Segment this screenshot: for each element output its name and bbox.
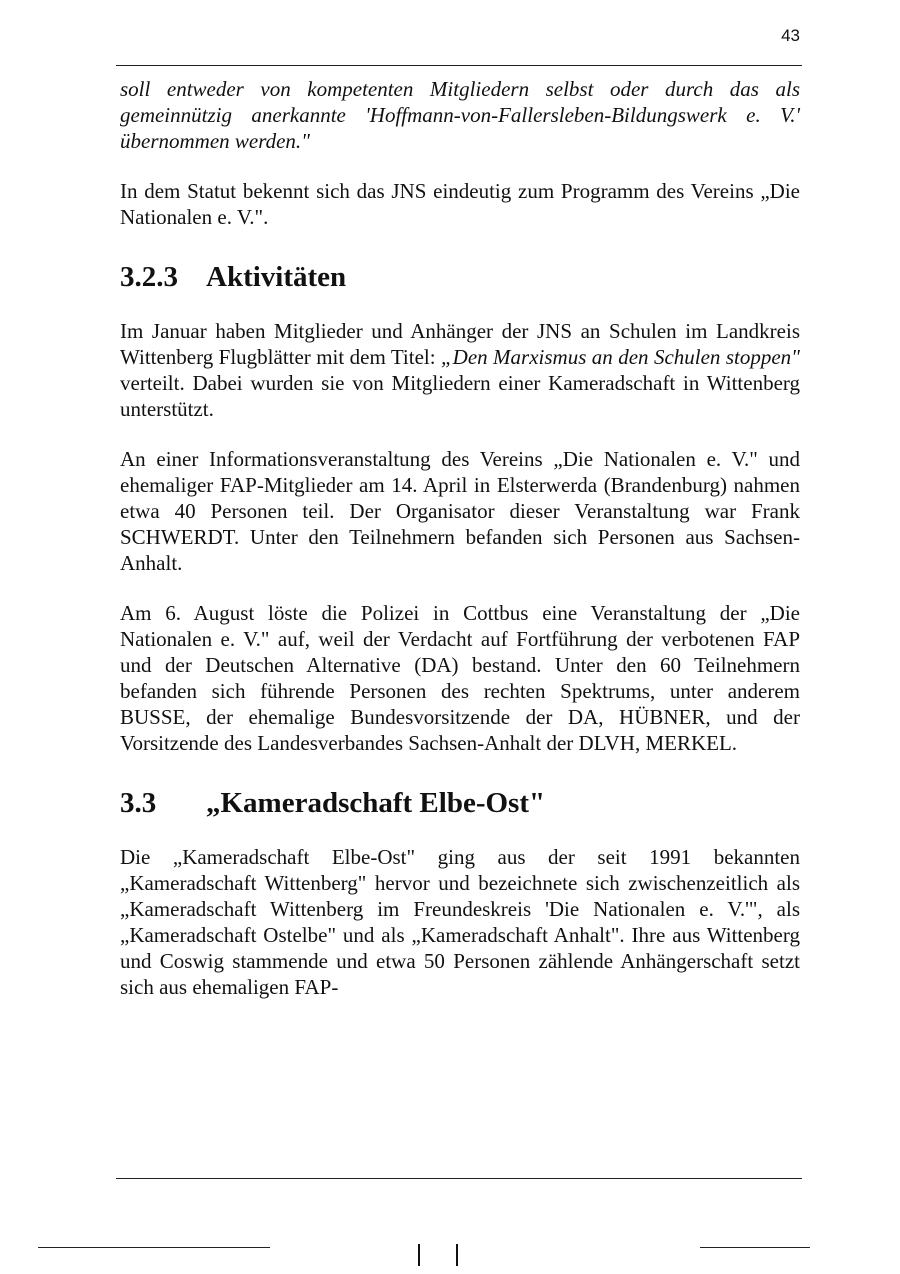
section-heading-kameradschaft xyxy=(120,786,800,820)
quote-paragraph: soll entweder von kompetenten Mitgliedern selbst oder durch das als gemeinnützig anerkannte 'Hoffmann-von-Fallersleben-Bildungswerk e. V.' übernommen werden." xyxy=(120,77,800,153)
statut-paragraph: In dem Statut bekennt sich das JNS eindeutig zum Programm des Vereins „Die Nationalen e. V.". xyxy=(120,179,800,229)
page-number: 43 xyxy=(781,26,800,45)
scan-edge-line-left xyxy=(38,1247,270,1248)
info-event-paragraph: An einer Informationsveranstaltung des Vereins „Die Nationalen e. V." und ehemaliger FAP-Mitglieder am 14. April in Elsterwerda (Brandenburg) nahmen etwa 40 Personen teil. Der Organisator dieser Veranstaltung war Frank SCHWERDT. Unter den Teilnehmern befanden sich Personen aus Sachsen-Anhalt. xyxy=(120,447,800,575)
januar-paragraph xyxy=(120,318,800,422)
elbe-ost-paragraph: Die „Kameradschaft Elbe-Ost" ging aus der seit 1991 bekannten „Kameradschaft Wittenberg" hervor und bezeichnete sich zwischenzeitlich als „Kameradschaft Wittenberg im Freundeskreis 'Die Nationalen e. V.'", als „Kameradschaft Ostelbe" und als „Kameradschaft Anhalt". Ihre aus Wittenberg und Coswig stammende und etwa 50 Personen zählende Anhängerschaft setzt sich aus ehemaligen FAP- xyxy=(120,845,800,999)
section-title: Aktivitäten xyxy=(206,261,347,293)
section-number: 3.3 xyxy=(120,787,157,819)
januar-text-end: verteilt. Dabei wurden sie von Mitgliedern einer Kameradschaft in Wittenberg unterstützt. xyxy=(120,371,800,421)
section-heading-aktivitaeten xyxy=(120,260,800,294)
scan-edge-line-right xyxy=(700,1247,810,1248)
scan-mark xyxy=(418,1244,420,1266)
august-paragraph: Am 6. August löste die Polizei in Cottbus eine Veranstaltung der „Die Nationalen e. V." auf, weil der Verdacht auf Fortführung der verbotenen FAP und der Deutschen Alternative (DA) bestand. Unter den 60 Teilnehmern befanden sich führende Personen des rechten Spektrums, unter anderem BUSSE, der ehemalige Bundesvorsitzende der DA, HÜBNER, und der Vorsitzende des Landesverbandes Sachsen-Anhalt der DLVH, MERKEL. xyxy=(120,601,800,755)
januar-text-start: Im Januar haben Mitglieder und Anhänger der JNS an Schulen im Landkreis Wittenberg Flugblätter mit dem Titel: xyxy=(120,319,800,369)
flyer-title: „Den Marxismus an den Schulen stoppen" xyxy=(440,345,800,369)
header-rule xyxy=(116,65,802,66)
footer-rule xyxy=(116,1178,802,1179)
section-number: 3.2.3 xyxy=(120,261,178,293)
section-title: „Kameradschaft Elbe-Ost" xyxy=(206,787,546,819)
page-body xyxy=(120,76,800,1000)
scan-mark xyxy=(456,1244,458,1266)
